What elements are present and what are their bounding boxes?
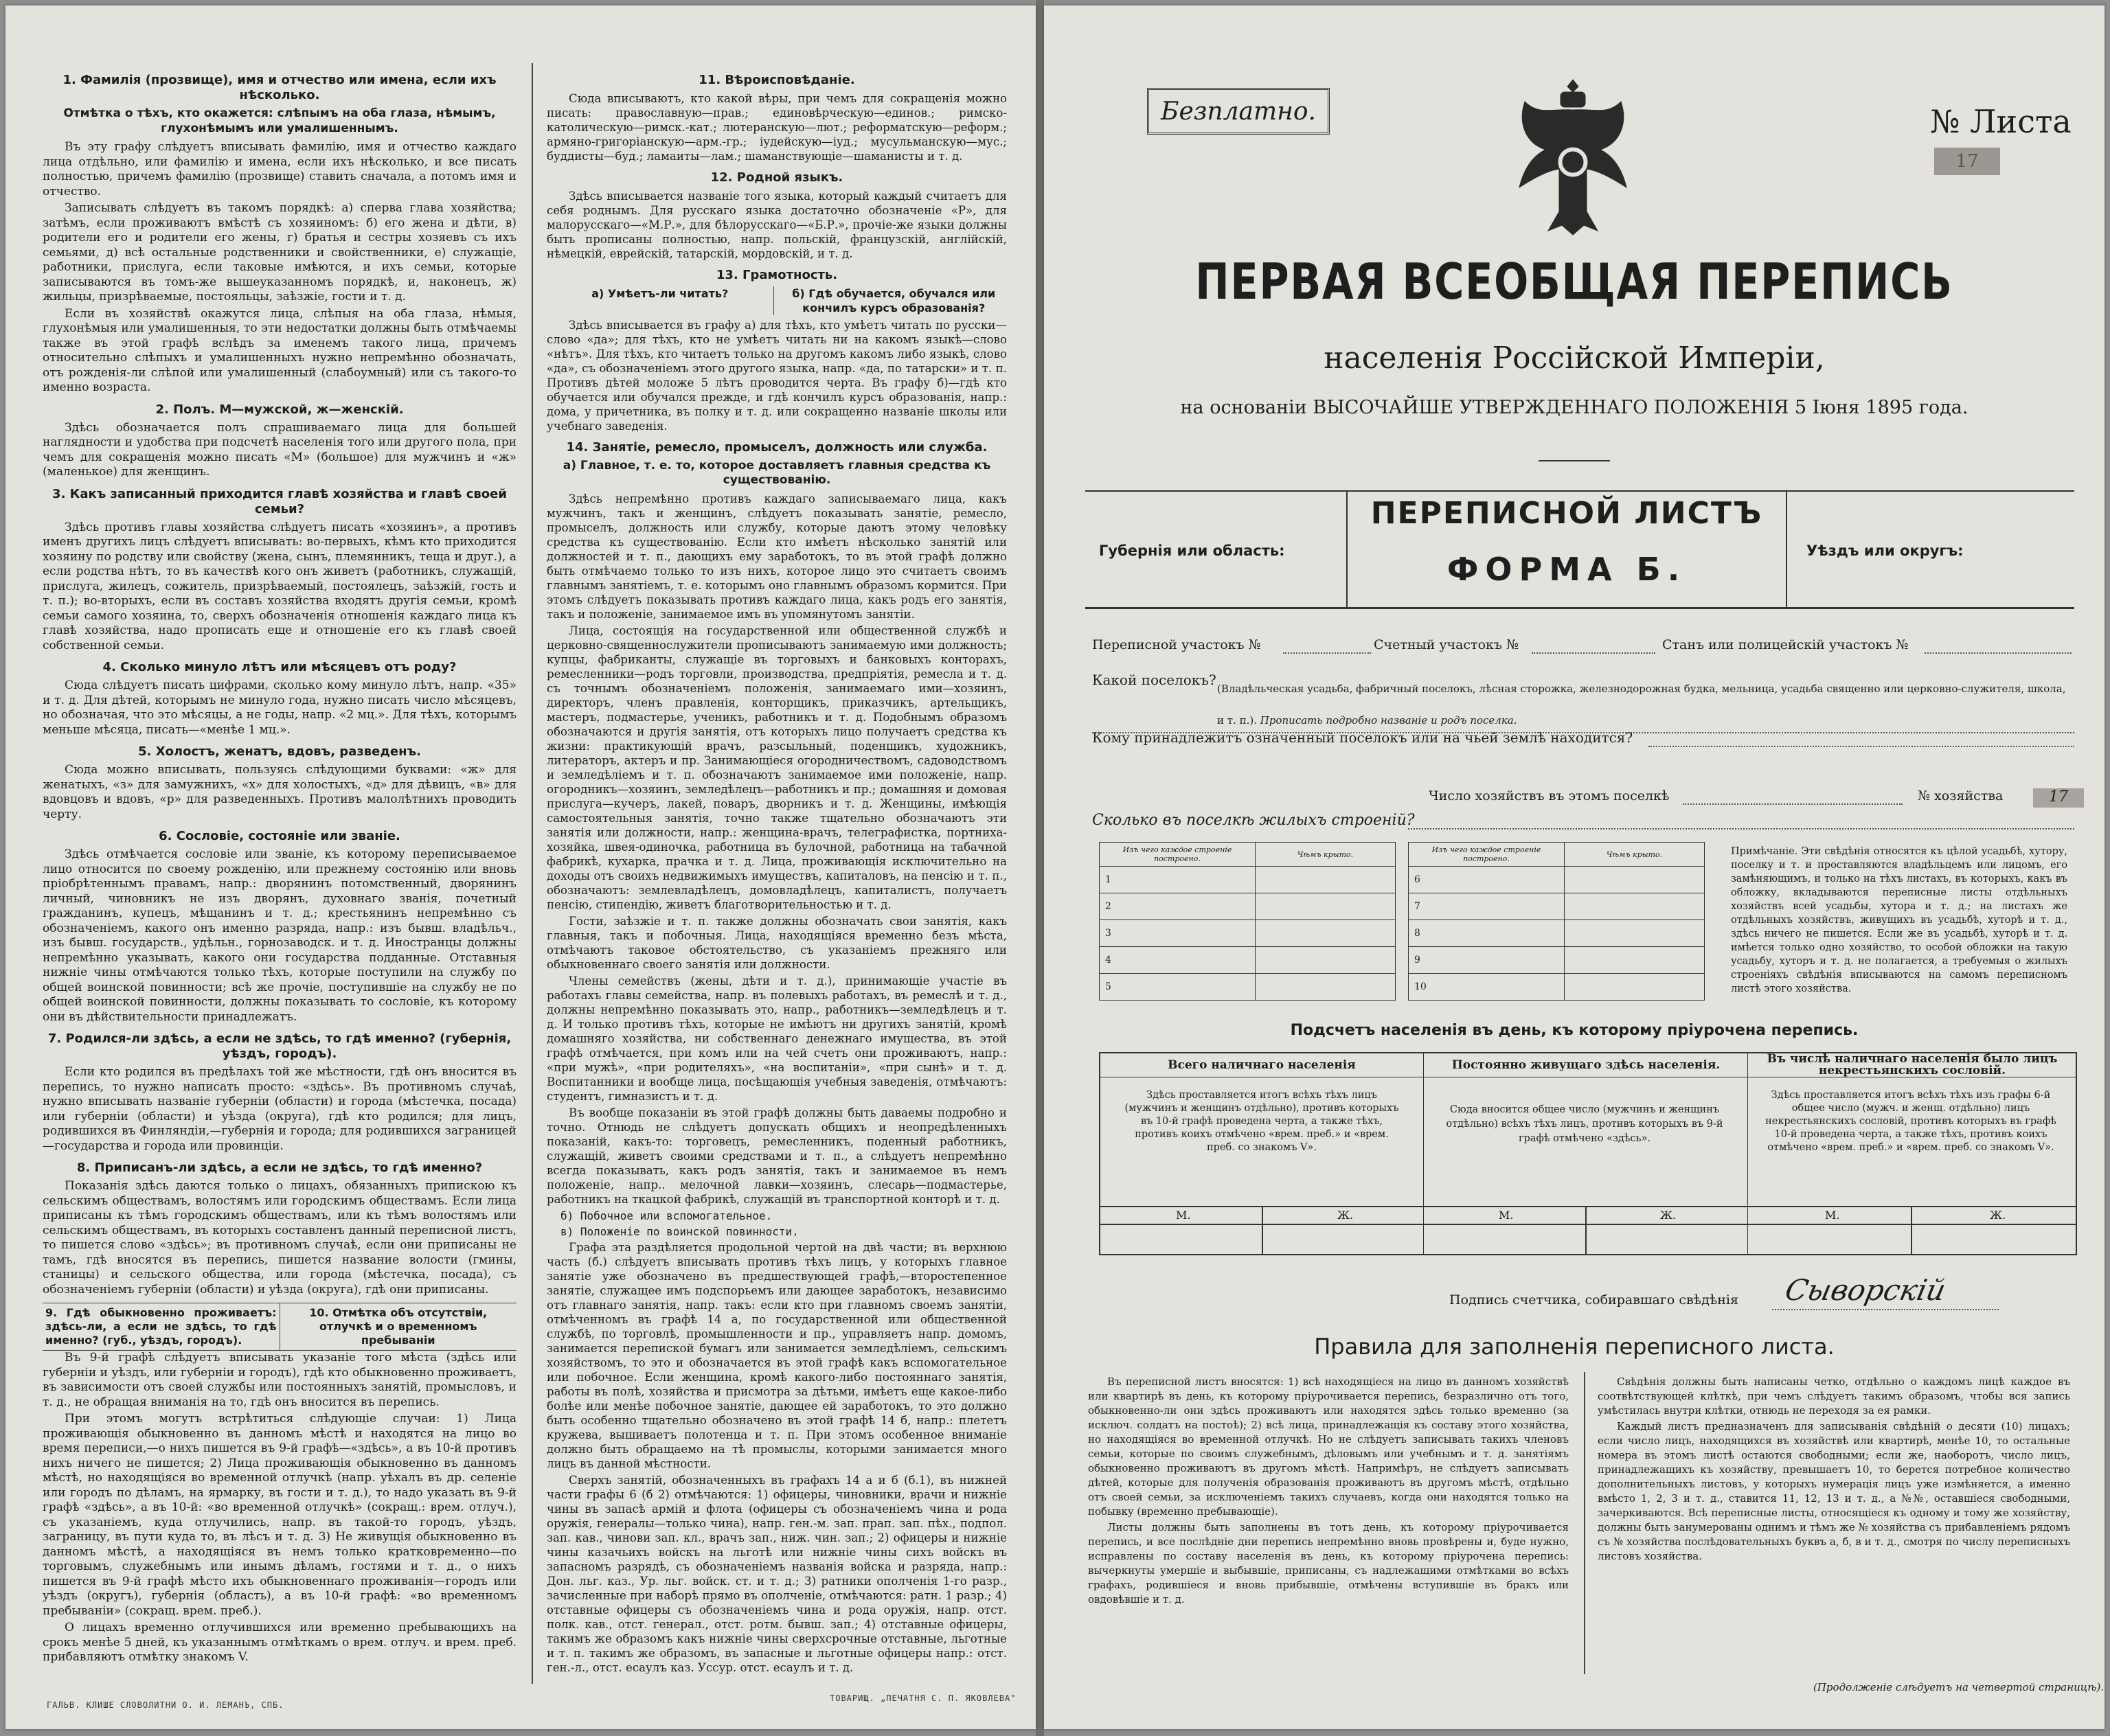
section-heading: 4. Сколько минуло лѣтъ или мѣсяцевъ отъ роду? [102,660,457,674]
roofing-header: Чѣмъ крыто. [1256,843,1396,867]
roofing-cell[interactable] [1256,867,1396,893]
settlement-hint-text: (Владѣльческая усадьба, фабричный поселокъ, лѣсная сторожка, железнодорожная будка, мельница, усадьба священно или церковно-служителя, школа, и т. п.). [1217,683,2066,727]
owner-question: Кому принадлежитъ означенный поселокъ или на чьей землѣ находится? [1092,729,1633,746]
section-heading: 14. Занятіе, ремесло, промыселъ, должность или служба. [566,440,988,455]
building-row-number: 7 [1409,893,1565,920]
instructions-column-2 [547,66,1007,1677]
building-row-number: 1 [1100,867,1256,893]
instruction-paragraph: Здѣсь вписывается названіе того языка, который каждый считаетъ для себя роднымъ. Для русскаго языка достаточно обозначеніе «Р», для малорусскаго—«М.Р.», для бѣлорусскаго—«Б.Р.», прочіе-же языки должны быть прописаны полностью, напр. польскій, французскій, англійскій, нѣмецкій, еврейскій, татарскій, мордовскій, и т. д. [547,190,1007,260]
buildings-note: Примѣчаніе. Эти свѣдѣнія относятся къ цѣлой усадьбѣ, хутору, поселку и т. и проставляются владѣльцемъ или лицомъ, его замѣняющимъ, и только на тѣхъ листахъ, въ которыхъ, какъ въ обложку, вкладываются переписные листы отдѣльныхъ хозяйствъ всей усадьбы, хутора и т. д.; на листахъ же отдѣльныхъ хозяйствъ, живущихъ въ усадьбѣ, хуторѣ и т. д., здѣсь ничего не пишется. Если же въ усадьбѣ, хуторѣ и т. д. имѣется только одно хозяйство, то особой обложки на такую усадьбу, хуторъ и т. д. не полагается, а требуемыя о жилыхъ строеніяхъ свѣдѣнія вписываются на самомъ переписномъ листѣ этого хозяйства. [1731,846,2067,994]
enumerator-signature: Сыворскій [1782,1273,1949,1307]
census-title: ПЕРВАЯ ВСЕОБЩАЯ ПЕРЕПИСЬ [1195,253,1953,310]
occupation-subheading: в) Положеніе по воинской повинности. [560,1225,799,1238]
book-gutter [1036,0,1044,1736]
section-heading: 7. Родился-ли здѣсь, а если не здѣсь, то гдѣ именно? (губернія, уѣздъ, городъ). [47,1031,512,1061]
dwellings-field[interactable] [1408,828,2074,830]
instruction-paragraph: Здѣсь непремѣнно противъ каждаго записываемаго лица, какъ мужчинъ, такъ и женщинъ, слѣдуетъ показывать занятіе, ремесло, промыселъ, должность или службу, которые даютъ этому человѣку средства къ существованію. Если кто имѣетъ нѣсколько занятій или должностей и т. п., дающихъ ему заработокъ, то въ этой графѣ должно быть отмѣчаемо только то изъ нихъ, которое лицо это считаетъ своимъ главнымъ занятіемъ, т. е. которымъ оно главнымъ образомъ кормится. При этомъ слѣдуетъ показывать противъ каждаго лица, какъ родъ его занятія, такъ и положеніе, занимаемое имъ въ упомянутомъ занятіи. [547,492,1007,621]
male-label: М. [1499,1209,1514,1222]
male-label: М. [1176,1209,1191,1222]
enumeration-district-field[interactable] [1283,652,1371,654]
sheet-number-label: № Листа [1930,103,2072,140]
building-row-number: 3 [1100,920,1256,947]
section-subheading: а) Главное, т. е. то, которое доставляетъ главныя средства къ существованію. [563,459,991,487]
rules-title: Правила для заполненія переписного листа. [1314,1334,1835,1360]
count-mf-rule [1100,1206,2076,1207]
occupation-subheading: б) Побочное или вспомогательное. [560,1209,773,1222]
continued-note: (Продолженіе слѣдуетъ на четвертой страницѣ). [1813,1681,2105,1693]
roofing-cell[interactable] [1565,947,1705,974]
section-heading: 6. Сословіе, состояніе или званіе. [159,829,400,843]
count-header-nonpeasant: Въ числѣ наличнаго населенія было лицъ некрестьянскихъ сословій. [1767,1052,2058,1077]
instruction-paragraph: Лица, состоящія на государственной или общественной службѣ и церковно-священнослужители прописываютъ занимаемую ими должность; купцы, фабриканты, служащіе въ торговыхъ и банковыхъ конторахъ, ремесленники—родъ торговли, производства, предпріятія, ремесла и т. д. съ точнымъ обозначеніемъ положенія, занимаемаго ими—хозяинъ, директоръ, членъ правленія, конторщикъ, приказчикъ, артельщикъ, мастеръ, подмастерье, ученикъ, работникъ и т. д. Подобнымъ образомъ обозначаются и другія занятія, отъ которыхъ лицо получаетъ средства къ жизни: практикующій врачъ, разсыльный, поденщикъ, художникъ, литераторъ, актеръ и пр. Занимающіеся огородничествомъ, садоводствомъ и земледѣліемъ и т. п. обозначаютъ занимаемое ими положеніе, напр. огородникъ—хозяинъ, земледѣлецъ—работникъ и пр.; домашняя и домовая прислуга—кучеръ, лакей, поваръ, дворникъ и т. д. Женщины, имѣющія самостоятельныя занятія, точно также тщательно обозначаютъ эти занятія или должности, напр.: женщина-врачъ, телеграфистка, портниха-хозяйка, швея-одиночка, работница въ булочной, работница на табачной фабрикѣ, кухарка, прачка и т. д. Лица, проживающія исключительно на доходы отъ своихъ недвижимыхъ имуществъ, капиталовъ, на пенсію и т. п., обозначаютъ: землевладѣлецъ, домовладѣлецъ, капиталистъ, получаетъ пенсію, стипендію, живетъ благотворительностью и т. д. [547,624,1007,911]
roofing-cell[interactable] [1565,920,1705,947]
section-heading: 11. Вѣроисповѣданіе. [699,73,855,87]
instruction-paragraph: Если въ хозяйствѣ окажутся лица, слѣпыя на оба глаза, нѣмыя, глухонѣмыя или умалишенныя, то эти недостатки должны быть отмѣчаемы также въ этой графѣ вслѣдъ за именемъ такого лица, причемъ относительно слѣпыхъ и умалишенныхъ нужно непремѣнно обозначать, отъ рожденія-ли слѣпой или умалишенный (слабоумный) или съ такого-то именно возраста. [43,306,517,394]
building-row-number: 5 [1100,974,1256,1001]
signature-label: Подпись счетчика, собиравшаго свѣдѣнія [1449,1292,1738,1307]
instruction-paragraph: Графа эта раздѣляется продольной чертой на двѣ части; въ верхнюю часть (б.) слѣдуетъ вписывать противъ тѣхъ лицъ, у которыхъ главное занятіе уже обозначено въ предшествующей графѣ,—второстепенное занятіе, служащее имъ подспорьемъ или дающее заработокъ, независимо отъ главнаго занятія, напр. такъ: если кто при главномъ своемъ занятіи, отмѣченномъ въ графѣ 14 а, по государственной или общественной службѣ, по торговлѣ, промышленности и пр., управляетъ напр. домомъ, занимается перепиской бумагъ или занимается земледѣліемъ, сельскимъ хозяйствомъ, то это и обозначается въ этой графѣ какъ вспомогательное или побочное. Если женщина, кромѣ какого-либо постояннаго занятія, работы въ полѣ, хозяйства и присмотра за дѣтьми, имѣетъ еще какое-либо болѣе или менѣе побочное занятіе, дающее ей заработокъ, то это должно быть особенно тщательно обозначено въ этой графѣ 14 б, напр.: плететъ кружева, вышиваетъ полотенца и т. п. При этомъ особенное вниманіе должно быть обращаемо на тѣ промыслы, которыми занимается много лицъ въ данной мѣстности. [547,1241,1007,1470]
sheet-number [1930,103,2105,177]
right-page [1044,5,2105,1729]
counting-district-field[interactable] [1532,652,1655,654]
section-heading: 2. Полъ. М—мужской, ж—женскій. [155,402,404,417]
sheet-number-value: 17 [1934,148,2000,175]
instruction-paragraph: Въ вообще показаніи въ этой графѣ должны быть даваемы подробно и точно. Отнюдь не слѣдуетъ допускать общихъ и неопредѣленныхъ показаній, какъ-то: торговецъ, ремесленникъ, поденный работникъ, служащій, живетъ своими средствами и т. п., а слѣдуетъ непремѣнно всегда показывать, какъ родъ занятія, такъ и занимаемое въ немъ положеніе, напр.. мелочной лавки—хозяинъ, слесарь—подмастерье, работникъ на ткацкой фабрикѣ, служащій въ транспортной конторѣ и т. д. [547,1106,1007,1206]
sections-9-10-header [43,1303,517,1351]
owner-field[interactable] [1648,746,2074,747]
building-material-header: Изъ чего каждое строеніе построено. [1100,843,1256,867]
section-heading: 8. Приписанъ-ли здѣсь, а если не здѣсь, то гдѣ именно? [76,1161,483,1175]
instruction-paragraph: Гости, заѣзжіе и т. п. также должны обозначать свои занятія, какъ главныя, такъ и побочныя. Лица, находящіяся временно безъ мѣста, отмѣчаютъ таковое обстоятельство, съ указаніемъ прежняго или обыкновеннаго своего занятія или должности. [547,915,1007,971]
count-mf-divider [1262,1206,1263,1254]
instruction-paragraph: Сверхъ занятій, обозначенныхъ въ графахъ 14 а и б (б.1), въ нижней части графы 6 (б 2) отмѣчаются: 1) офицеры, чиновники, врачи и нижніе чины въ запасѣ армій и флота (офицеры съ обозначеніемъ чина и рода оружія, генералы—только чина), напр. ген.-м. зап. прап. зап. пѣх., подпол. зап. кав., чинови зап. кл., врачъ зап., ниж. чин. зап.; 2) офицеры и нижніе чины казачьихъ войскъ на льготѣ или нижніе чины сихъ войскъ въ запасномъ разрядѣ, съ обозначеніемъ названія войска и разряда, напр.: Дон. льг. каз., Ур. льг. войск. ст. и т. д.; 3) ратники ополченія 1-го разр., зачисленные при наборѣ прямо въ ополченіе, отмѣчаются: ратн. 1 разр.; 4) отставные офицеры съ обозначеніемъ чина и рода оружія, напр. отст. полк. кав., отст. генерал., отст. ротм. бывш. зап.; 4) отставные офицеры, такимъ же образомъ какъ нижніе чины сверхсрочные отставные, льготные и т. п. такимъ же образомъ, въ запасные и льготные офицеры напр.: отст. ген.-л., отст. есаулъ каз. Уссур. отст. есаулъ и т. д. [547,1474,1007,1674]
counting-district-label: Счетный участокъ № [1374,637,1519,652]
settlement-hint-instruction: Прописать подробно названіе и родъ поселка. [1260,714,1517,727]
buildings-table-b [1408,842,1705,1001]
roofing-cell[interactable] [1256,920,1396,947]
instruction-paragraph: Сюда можно вписывать, пользуясь слѣдующими буквами: «ж» для женатыхъ, «з» для замужнихъ, «х» для холостыхъ, «д» для дѣвицъ, «в» для вдовцовъ и вдовъ, «р» для разведенныхъ. Противъ малолѣтнихъ проводить черту. [43,763,517,821]
free-stamp: Безплатно. [1147,88,1330,135]
instruction-paragraph: Здѣсь обозначается полъ спрашиваемаго лица для большей наглядности и удобства при подсчетѣ населенія того или другого пола, при чемъ для сокращенія можно писать «М» (большое) для мужчинъ и «ж» (маленькое) для женщинъ. [43,420,517,479]
enumeration-district-label: Переписной участокъ № [1092,637,1261,652]
population-count-table [1099,1052,2077,1255]
population-count-title: Подсчетъ населенія въ день, къ которому пріурочена перепись. [1290,1022,1859,1039]
instruction-paragraph: При этомъ могутъ встрѣтиться слѣдующіе случаи: 1) Лица проживающія обыкновенно въ данномъ мѣстѣ и находятся на лицо во время переписи,—о нихъ пишется въ 9-й графѣ—«здѣсь», а въ 10-й противъ нихъ ничего не пишется; 2) Лица проживающія обыкновенно въ данномъ мѣстѣ, но находящіяся во временной отлучкѣ (напр. уѣхалъ въ др. селеніе или городъ по дѣламъ, на ярмарку, въ гости и т. д.), то надо указать въ 9-й графѣ «здѣсь», а въ 10-й: «во временной отлучкѣ» (сокращ.: врем. отлуч.), съ указаніемъ, куда отлучились, напр. въ такой-то городъ, уѣздъ, заграницу, въ пути куда то, въ лѣсъ и т. д. 3) Не живущія обыкновенно въ данномъ мѣстѣ, а находящіяся въ немъ только кратковременно—по торговымъ, служебнымъ или инымъ дѣламъ, гостями и т. д., о нихъ пишется въ 9-й графѣ мѣсто ихъ обыкновеннаго проживанія—городъ или уѣздъ (округъ), губернія (область), а въ 10-й графѣ: «во временномъ пребываніи» (сокращ. врем. преб.). [43,1412,517,1618]
households-label: Число хозяйствъ въ этомъ поселкѣ [1429,788,1670,803]
buildings-table-a [1099,842,1396,1001]
instruction-paragraph: Въ 9-й графѣ слѣдуетъ вписывать указаніе того мѣста (здѣсь или губерніи и уѣздъ, или губерніи и городъ), гдѣ кто обыкновенно проживаетъ, въ зависимости отъ своей службы или постоянныхъ занятій, промысловъ, и т. д., не обращая вниманія на то, гдѣ онъ вносится въ перепись. [43,1351,517,1409]
form-subtitle: ФОРМА Б. [1447,551,1687,588]
building-material-header: Изъ чего каждое строеніе построено. [1409,843,1565,867]
imprint-right: ТОВАРИЩ. „ПЕЧАТНЯ С. П. ЯКОВЛЕВА" [830,1693,1017,1703]
roofing-cell[interactable] [1565,974,1705,1001]
building-row-number: 4 [1100,947,1256,974]
building-row-number: 10 [1409,974,1565,1001]
roofing-cell[interactable] [1256,893,1396,920]
count-header-total: Всего наличнаго населенія [1168,1058,1356,1072]
rules-column-left [1088,1375,1569,1608]
instruction-paragraph: Записывать слѣдуетъ въ такомъ порядкѣ: а) сперва глава хозяйства; затѣмъ, если проживаютъ вмѣстѣ съ хозяиномъ: б) его жена и дѣти, в) родители его и родители его жены, г) братья и сестры хозяевъ съ ихъ семьями, д) всѣ остальные родственники и свойственники, е) служащіе, работники, прислуга, если таковые имѣются, и ихъ семьи, которые записываются въ томъ-же вышеуказанномъ порядкѣ, и, наконецъ, ж) жильцы, призрѣваемые, постояльцы, заѣзжіе, гости и т. д. [43,201,517,304]
count-mf-divider [1585,1206,1587,1254]
police-district-label: Станъ или полицейскій участокъ № [1662,637,1909,652]
count-header-row [1100,1053,2076,1077]
rule-paragraph: Въ переписной листъ вносятся: 1) всѣ находящіеся на лицо въ данномъ хозяйствѣ или квартирѣ въ день, къ которому пріурочивается перепись, безразлично отъ того, обыкновенно-ли они здѣсь проживаютъ или находятся здѣсь только временно (за исключ. солдатъ на постоѣ); 2) всѣ лица, принадлежащія къ составу этого хозяйства, но находящіяся во временной отлучкѣ. Но не слѣдуетъ записывать такихъ членовъ семьи, которые по своимъ служебнымъ, дѣловымъ или учебнымъ и т. д. занятіямъ обыкновенно проживаютъ въ другомъ мѣстѣ. Напримѣръ, не слѣдуетъ записывать дѣтей, которые для полученія образованія проживаютъ въ другомъ мѣстѣ, отдѣльно отъ своей семьи, за исключеніемъ такихъ случаевъ, когда они находятся только на побывку (временно пребывающіе). [1088,1375,1569,1518]
male-label: М. [1825,1209,1840,1222]
census-subtitle: населенія Россійской Имперіи, [1324,341,1825,376]
household-number-label: № хозяйства [1918,788,2004,803]
roofing-cell[interactable] [1256,947,1396,974]
rules-divider [1584,1372,1585,1674]
instruction-paragraph: Здѣсь противъ главы хозяйства слѣдуетъ писать «хозяинъ», а противъ именъ другихъ лицъ слѣдуетъ вписывать: во-первыхъ, кѣмъ кто приходится хозяину по родству или свойству (жена, сынъ, племянникъ, теща и друг.), а если родства нѣтъ, то въ качествѣ кого онъ живетъ (работникъ, служащій, прислуга, жилецъ, сожитель, призрѣваемый, постоялецъ, заѣзжій, гость и т. п.); во-вторыхъ, если въ составъ хозяйства входятъ другія семьи, кромѣ семьи самого хозяина, то, сверхъ обозначенія отношенія каждаго лица къ главѣ хозяйства, надо прописать еще и отношеніе его къ главѣ своей собственной семьи. [43,520,517,652]
dwellings-question: Сколько въ поселкѣ жилыхъ строеній? [1092,812,1415,829]
imprint-left: ГАЛЬВ. КЛИШЕ СЛОВОЛИТНИ О. И. ЛЕМАНЪ, СПБ. [47,1700,284,1710]
police-district-field[interactable] [1925,652,2072,654]
settlement-hint [1217,673,2076,736]
count-mf-divider [1911,1206,1912,1254]
settlement-question: Какой поселокъ? [1092,672,1216,688]
literacy-subheading-a: а) Умѣетъ-ли читать? [547,286,774,315]
instruction-paragraph: Члены семействъ (жены, дѣти и т. д.), принимающіе участіе въ работахъ главы семейства, напр. въ полевыхъ работахъ, въ ремеслѣ и т. д., должны непремѣнно показывать это, напр., работникъ—земледѣлецъ и т. д. И только противъ тѣхъ, которые не имѣютъ ни другихъ занятій, кромѣ домашняго хозяйства, ни собственнаго денежнаго имущества, въ этой графѣ отмѣчается, при комъ или на чей счетъ они проживаютъ, напр.: «при мужѣ», «при родителяхъ», «на воспитаніи», «при сынѣ» и т. д. Воспитанники и вообще лица, посѣщающія учебныя заведенія, отмѣчаютъ: студентъ, гимназистъ и т. д. [547,974,1007,1103]
roofing-header: Чѣмъ крыто. [1565,843,1705,867]
building-row-number: 8 [1409,920,1565,947]
signature-field[interactable] [1772,1309,1999,1310]
roofing-cell[interactable] [1565,893,1705,920]
column-divider [532,63,533,1684]
instruction-paragraph: О лицахъ временно отлучившихся или временно пребывающихъ на срокъ менѣе 5 дней, къ указаннымъ отмѣткамъ о врем. отлуч. и врем. преб. прибавляютъ отмѣтку знакомъ V. [43,1621,517,1664]
instruction-paragraph: Здѣсь вписывается въ графу а) для тѣхъ, кто умѣетъ читать по русски—слово «да»; для тѣхъ, кто не умѣетъ читать ни на какомъ языкѣ—слово «нѣтъ». Для тѣхъ, кто читаетъ только на другомъ какомъ либо языкѣ, слово «да», съ обозначеніемъ этого другого языка, напр. «да, по татарски» и т. п. Противъ дѣтей моложе 5 лѣтъ проводится черта. Въ графу б)—гдѣ кто обучается или обучался прежде, и гдѣ кончилъ курсъ образованія, напр.: дома, у причетника, въ полку и т. д. или сокращенно названіе школы или учебнаго заведенія. [547,319,1007,433]
form-title-right-border [1786,490,1787,607]
imperial-eagle-emblem [1511,74,1635,239]
left-page [5,5,1036,1729]
section-subheading: Отмѣтка о тѣхъ, кто окажется: слѣпымъ на оба глаза, нѣмымъ, глухонѣмымъ или умалишеннымъ. [63,106,496,135]
households-field[interactable] [1683,803,1903,805]
rule-paragraph: Свѣдѣнія должны быть написаны четко, отдѣльно о каждомъ лицѣ каждое въ соотвѣтствующей клѣткѣ, при чемъ слѣдуетъ такимъ образомъ, чтобы вся запись умѣстилась внутри клѣтки, отнюдь не переходя за ея рамки. [1598,1375,2070,1417]
gubernia-label: Губернія или область: [1099,542,1285,559]
literacy-subheadings [547,286,1007,315]
section-heading: 3. Какъ записанный приходится главѣ хозяйства и главѣ своей семьи? [52,486,507,516]
form-title: ПЕРЕПИСНОЙ ЛИСТЪ [1370,496,1763,531]
literacy-subheading-b: б) Гдѣ обучается, обучался или кончилъ курсъ образованія? [792,287,996,315]
female-label: Ж. [1990,1209,2006,1222]
instruction-paragraph: Если кто родился въ предѣлахъ той же мѣстности, гдѣ онъ вносится въ перепись, то нужно написать просто: «здѣсь». Въ противномъ случаѣ, нужно вписывать названіе губерніи (области) и города (мѣстечка, посада) или губерніи (области) и уѣзда (округа), гдѣ кто родился; для лицъ, родившихся въ Финляндіи,—губернія и города; для родившихся заграницей—государства и города или провинціи. [43,1065,517,1153]
count-header-resident: Постоянно живущаго здѣсь населенія. [1451,1058,1721,1072]
building-row-number: 6 [1409,867,1565,893]
instruction-paragraph: Въ эту графу слѣдуетъ вписывать фамилію, имя и отчество каждаго лица отдѣльно, или фамилію и имена, если ихъ нѣсколько, и все писать полностью, причемъ фамилію (прозвище) ставить сначала, а потомъ имя и отчество. [43,140,517,198]
instruction-paragraph: Сюда вписываютъ, кто какой вѣры, при чемъ для сокращенія можно писать: православную—прав.; единовѣрческую—единов.; римско-католическую—римск.-кат.; лютеранскую—лют.; реформатскую—реформ.; армяно-григоріанскую—арм.-гр.; іудейскую—іуд.; мусульманскую—мус.; буддисты—буд.; ламаиты—лам.; шаманствующіе—шаманисты и т. д. [547,92,1007,163]
female-label: Ж. [1660,1209,1677,1222]
section-heading: 12. Родной языкъ. [710,170,843,185]
roofing-cell[interactable] [1565,867,1705,893]
section-heading: 13. Грамотность. [716,268,838,282]
instruction-paragraph: Показанія здѣсь даются только о лицахъ, обязанныхъ припискою къ сельскимъ обществамъ, волостямъ или городскимъ обществамъ. Если лица приписаны къ тѣмъ городскимъ обществамъ, или къ тѣмъ волостямъ или сельскимъ обществамъ, въ которыхъ составленъ данный переписной листъ, то пишется слово «здѣсь»; въ противномъ случаѣ, если они приписаны не тамъ, гдѣ вносятся въ перепись, пишется название волости (гмины, станицы) и сельского общества, или города (мѣстечка, посада), съ обозначеніемъ губерніи (области) и уѣзда (округа), гдѣ они приписаны. [43,1179,517,1297]
instruction-paragraph: Сюда слѣдуетъ писать цифрами, сколько кому минуло лѣтъ, напр. «35» и т. д. Для дѣтей, которымъ не минуло года, нужно писать число мѣсяцевъ, но обозначая, что это мѣсяцы, а не годы, напр. «2 мц.». Для тѣхъ, которымъ меньше мѣсяца, писать—«менѣе 1 мц.». [43,678,517,737]
count-desc-total: Здѣсь проставляется итогъ всѣхъ тѣхъ лицъ (мужчинъ и женщинъ отдѣльно), противъ которыхъ въ 10-й графѣ проведена черта, а также тѣхъ, противъ коихъ отмѣчено «врем. преб.» и «врем. преб. со знакомъ V». [1124,1090,1399,1153]
rule-paragraph: Каждый листъ предназначенъ для записыванія свѣдѣній о десяти (10) лицахъ; если число лицъ, находящихся въ хозяйствѣ или квартирѣ, менѣе 10, то остальные номера въ этомъ листѣ остаются свободными; если же, наоборотъ, число лицъ, принадлежащихъ къ хозяйству, превышаетъ 10, то берется потребное количество дополнительныхъ листовъ, у которыхъ нумерація лицъ уже измѣняется, а именно вмѣсто 1, 2, 3 и т. д., ставится 11, 12, 13 и т. д., а №№, оставшіеся свободными, зачеркиваются. Всѣ переписные листы, относящіеся къ одному и тому же хозяйству, должны быть занумерованы однимъ и тѣмъ же № хозяйства съ прибавленіемъ рядомъ съ № хозяйства послѣдовательныхъ буквъ а, б, в и т. д., смотря по числу переписныхъ листовъ хозяйства. [1598,1420,2070,1562]
section-heading: 1. Фамилія (прозвище), имя и отчество или имена, если ихъ нѣсколько. [63,73,497,102]
form-header-top-rule [1085,490,2074,492]
rules-column-right [1598,1375,2070,1565]
count-mf-rule-2 [1100,1224,2076,1225]
section-9-heading: 9. Гдѣ обыкновенно проживаетъ: здѣсь-ли, а если не здѣсь, то гдѣ именно? (губ., уѣздъ, городъ). [43,1303,280,1350]
count-desc-nonpeasant: Здѣсь проставляется итогъ всѣхъ тѣхъ изъ графы 6-й общее число (мужч. и женщ. отдѣльно) лицъ некрестьянскихъ сословій, противъ которыхъ въ графѣ 10-й проведена черта, а также тѣхъ, противъ коихъ отмѣчено «врем. преб.» и «врем. преб. со знакомъ V». [1765,1090,2056,1153]
instructions-column-1 [43,66,517,1667]
household-number-value[interactable]: 17 [2033,788,2084,808]
short-rule [1539,460,1610,461]
section-10-heading: 10. Отмѣтка объ отсутствіи, отлучкѣ и о временномъ пребываніи [309,1306,488,1347]
building-row-number: 9 [1409,947,1565,974]
form-header-bottom-rule [1085,607,2074,609]
instruction-paragraph: Здѣсь отмѣчается сословіе или званіе, къ которому переписываемое лицо относится по своему рожденію, или прежнему состоянію или вновь пріобрѣтеннымъ правамъ, напр.: дворянинъ потомственный, дворянинъ личный, чиновникъ не изъ дворянъ, духовнаго званія, почетный гражданинъ, купецъ, мѣщанинъ и т. д.; крестьянинъ непремѣнно съ обозначеніемъ, какого онъ именно разряда, напр.: изъ бывш. владѣльч., изъ бывш. государств., удѣльн., горнозаводск. и т. д. Иностранцы должны непремѣнно указывать, какого они государства подданные. Отставныя нижніе чины отмѣчаются только тѣхъ, которые поступили на службу по общей воинской повинности; всѣ же прочіе, поступившіе на службу не по общей воинской повинности, должны показывать то сословіе, къ которому они въ дѣйствительности принадлежатъ. [43,847,517,1024]
building-row-number: 2 [1100,893,1256,920]
census-basis: на основаніи ВЫСОЧАЙШЕ УТВЕРЖДЕННАГО ПОЛОЖЕНІЯ 5 Іюня 1895 года. [1180,397,1969,418]
rule-paragraph: Листы должны быть заполнены въ тотъ день, къ которому пріурочивается перепись, и все послѣдніе дни перепись непремѣнно вновь провѣрены и, буде нужно, исправлены по составу населенія въ день, къ которому пріурочена перепись: вычеркнуты умершіе и выбывшіе, приписаны, съ надлежащими отмѣтками во всѣхъ графахъ, родившіеся и вновь прибывшіе, отмѣчены вступившіе въ бракъ или овдовѣвшіе и т. д. [1088,1521,1569,1606]
count-desc-resident: Сюда вносится общее число (мужчинъ и женщинъ отдѣльно) всѣхъ тѣхъ лицъ, противъ которыхъ въ 9-й графѣ отмѣчено «здѣсь». [1446,1104,1723,1144]
section-heading: 5. Холостъ, женатъ, вдовъ, разведенъ. [138,744,421,759]
roofing-cell[interactable] [1256,974,1396,1001]
uezd-label: Уѣздъ или округъ: [1806,542,1964,559]
female-label: Ж. [1337,1209,1354,1222]
